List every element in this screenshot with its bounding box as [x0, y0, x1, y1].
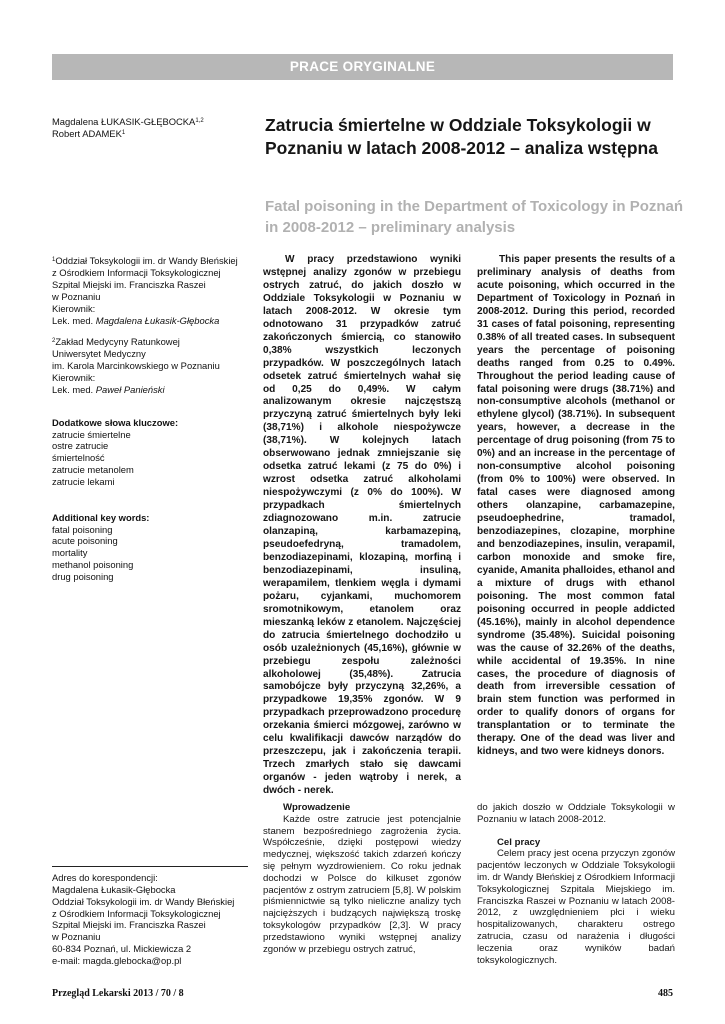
- journal-citation: Przegląd Lekarski 2013 / 70 / 8: [52, 988, 184, 999]
- author-list: [52, 116, 257, 139]
- keyword: zatrucie śmiertelne: [52, 428, 131, 440]
- body-column-left: [263, 802, 461, 955]
- keyword: drug poisoning: [52, 570, 114, 582]
- keyword: śmiertelność: [52, 452, 105, 464]
- author-1: Magdalena ŁUKASIK-GŁĘBOCKA$^{1,2}$: [52, 116, 204, 127]
- keyword: mortality: [52, 547, 88, 559]
- keyword: ostre zatrucie: [52, 440, 109, 452]
- introduction-text: Każde ostre zatrucie jest potencjalnie stanem bezpośredniego zagrożenia życia. Współcześnie, dzięki postępowi wiedzy medycznej, większość takich zdarzeń kończy się pełnym wyzdrowieniem. Co roku jednak dochodzi w Polsce do kilkuset zgonów pacjentów z ostrym zatruciem [5,8]. W polskim piśmiennictwie są tylko nieliczne analizy tych najcięższych i budzących największą troskę toksykologów przypadków [2,3]. W pracy przedstawiono wyniki wstępnej analizy zgonów w przebiegu ostrych zatruć,: [263, 813, 461, 955]
- keyword: acute poisoning: [52, 535, 118, 547]
- keywords-polish-heading: Dodatkowe słowa kluczowe:: [52, 417, 179, 428]
- article-title-english: Fatal poisoning in the Department of Toxicology in Poznań in 2008-2012 – preliminary analysis: [265, 198, 684, 236]
- correspondence-divider: [52, 866, 248, 867]
- page-number: 485: [658, 988, 673, 999]
- keywords-english: [52, 512, 257, 582]
- affiliation-2: $^2$Zakład Medycyny Ratunkowej Uniwersytet Medyczny im. Karola Marcinkowskiego w Poznaniu Kierownik: Lek. med. Paweł Panieński: [52, 336, 220, 395]
- affiliation-1: $^1$Oddział Toksykologii im. dr Wandy Błeńskiej z Ośrodkiem Informacji Toksykologicznej Szpital Miejski im. Franciszka Raszei w Poznaniu Kierownik: Lek. med. Magdalena Łukasik-Głębocka: [52, 255, 238, 326]
- author-2: Robert ADAMEK$^1$: [52, 127, 126, 139]
- keyword: zatrucie metanolem: [52, 463, 134, 475]
- keyword: fatal poisoning: [52, 523, 113, 535]
- article-title-polish: Zatrucia śmiertelne w Oddziale Toksykologii w Poznaniu w latach 2008-2012 – analiza wstępna: [265, 115, 658, 158]
- keywords-english-heading: Additional key words:: [52, 512, 150, 523]
- abstract-polish: W pracy przedstawiono wyniki wstępnej analizy zgonów w przebiegu ostrych zatruć, do jakich doszło w Oddziale Toksykologii w Poznaniu w latach 2008-2012. W okresie tym odnotowano 31 przypadków zatruć zakończonych śmiercią, co stanowiło 0,38% wszystkich leczonych przypadków. W poszczególnych latach odsetek zatruć śmiertelnych wahał się od 0,25 do 0,49%. W całym analizowanym okresie najczęstszą przyczyną zatruć śmiertelnych były leki (38,71%) i alkohole niespożywcze (38,71%). W kolejnych latach obserwowano jednak zmniejszanie się odsetka zatruć lekami (z 75 do 0%) i wzrost odsetka zatruć alkoholami niespożywczymi (z 0% do 100%). W przypadkach śmiertelnych zdiagnozowano m.in. zatrucie olanzapiną, karbamazepiną, pseudoefedryną, tramadolem, benzodiazepinami, klozapiną, morfiną i benzodiazepinami, insuliną, werapamilem, tlenkiem węgla i dymami pożaru, cyjankami, muchomorem sromotnikowym, etanolem oraz mieszanką leków z etanolem. Najczęściej do zatrucia śmiertelnego dochodziło u osób uzależnionych (45,16%), głównie w przebiegu zespołu zależności alkoholowej (35,48%). Zatrucia samobójcze były przyczyną 32,26%, a przypadkowe 19,35% zgonów. W 9 przypadkach przeprowadzono procedurę orzekania śmierci mózgowej, zarówno w celu kwalifikacji dawców narządów do przeszczepu, jak i zakończenia terapii. Trzech zmarłych stało się dawcami organów - jeden wątroby i nerek, a dwóch - nerek.: [263, 254, 461, 797]
- aim-text: Celem pracy jest ocena przyczyn zgonów pacjentów leczonych w Oddziale Toksykologii im. dr Wandy Błeńskiej z Ośrodkiem Informacji Toksykologicznej Szpitala Miejskiego im. Franciszka Raszei w Poznaniu w latach 2008-2012, z uwzględnieniem płci i wieku hospitalizowanych, charakteru ostrego zatrucia, czasu od narażenia i długości leczenia oraz wyników badań toksykologicznych.: [477, 848, 675, 966]
- section-banner: PRACE ORYGINALNE: [52, 54, 673, 80]
- correspondence-address: Adres do korespondencji: Magdalena Łukasik-Głębocka Oddział Toksykologii im. dr Wandy Błeńskiej z Ośrodkiem Informacji Toksykologicznej Szpital Miejski im. Franciszka Raszei w Poznaniu 60-834 Poznań, ul. Mickiewicza 2 e-mail: magda.glebocka@op.pl: [52, 872, 257, 967]
- keyword: zatrucie lekami: [52, 475, 115, 487]
- keyword: methanol poisoning: [52, 558, 134, 570]
- introduction-continuation: do jakich doszło w Oddziale Toksykologii w Poznaniu w latach 2008-2012.: [477, 802, 675, 825]
- section-heading-introduction: Wprowadzenie: [283, 802, 351, 813]
- abstract-english: This paper presents the results of a preliminary analysis of deaths from acute poisoning, which occurred in the Department of Toxicology in Poznań in 2008-2012. During this period, recorded 31 cases of fatal poisoning, representing 0.38% of all treated cases. In subsequent years the percentage of poisoning deaths ranged from 0.25 to 0.49%. Throughout the period leading cause of fatal poisoning were drugs (38.71%) and non-consumptive alcohols (methanol or ethylene glycol) (38.71%). In subsequent years, however, a decrease in the percentage of drug poisoning (from 75 to 0%) and an increase in the percentage of non-consumptive alcohol poisoning (from 0% to 100%) were observed. In fatal cases were diagnosed among others olanzapine, carbamazepine, pseudoephedrine, tramadol, benzodiazepines, clozapine, morphine and benzodiazepines, insulin, verapamil, carbon monoxide and smoke fire, cyanide, Amanita phalloides, ethanol and a mixture of drugs with ethanol poisoning. The most common fatal poisoning occurred in people addicted (45.16%), mainly in alcohol dependence syndrome (35.48%). Suicidal poisoning was the cause of 32.26% of the deaths, while accidental of 19.35%. In nine cases, the procedure of diagnosis of death from irreversible cessation of brain stem function was performed in order to qualify donors of organs for transplantation or to terminate the therapy. One of the dead was liver and kidneys, and two were kidneys donors.: [477, 254, 675, 758]
- correspondence-email: e-mail: magda.glebocka@op.pl: [52, 954, 182, 966]
- body-column-right: [477, 802, 675, 966]
- keywords-polish: [52, 417, 257, 487]
- section-heading-aim: Cel pracy: [497, 836, 541, 848]
